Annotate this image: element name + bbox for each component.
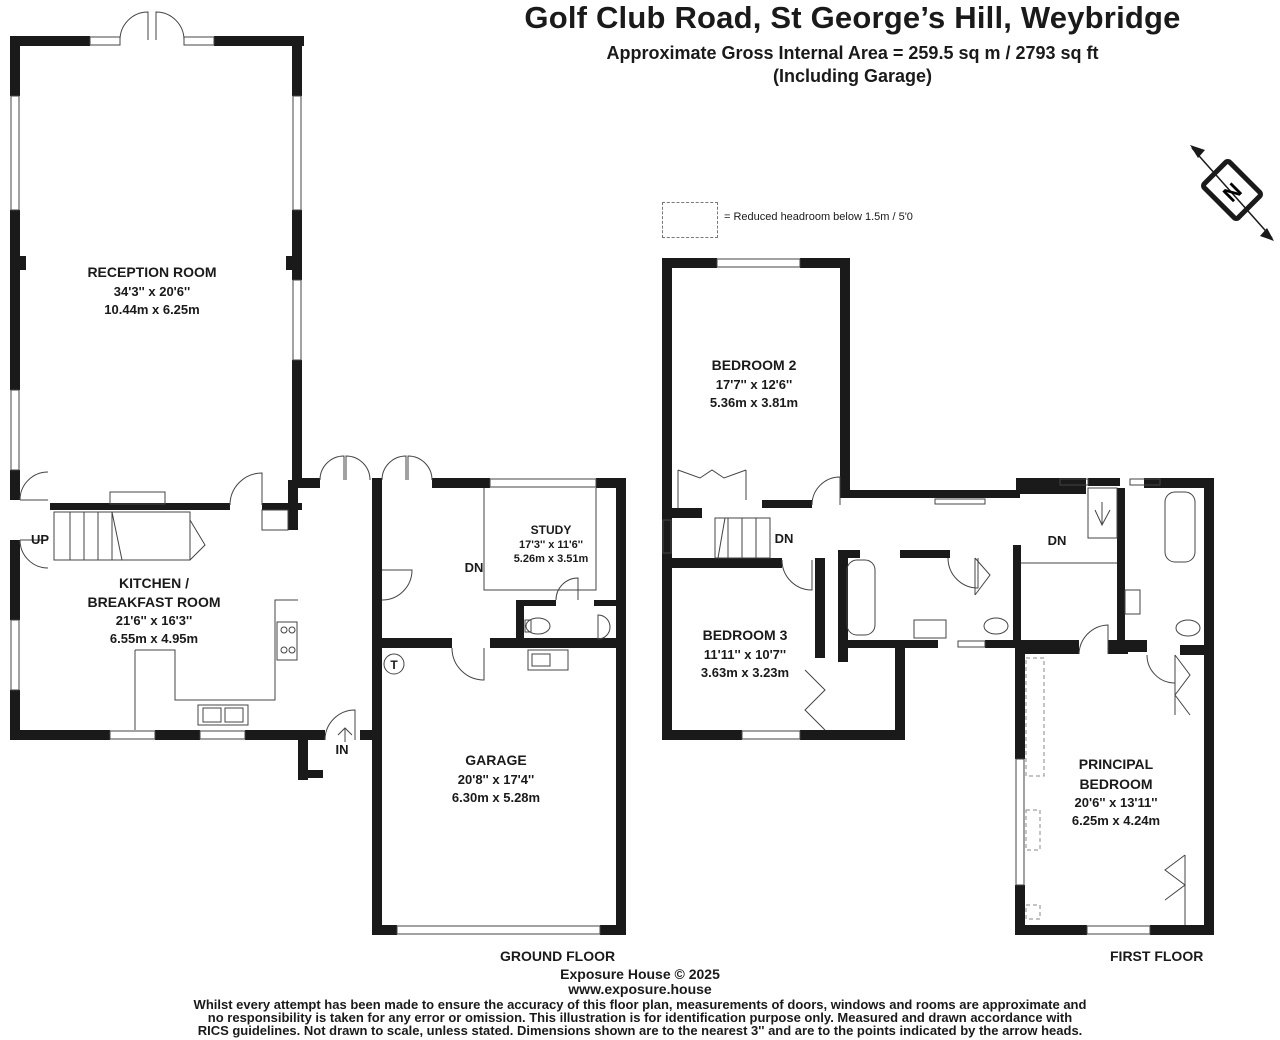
plan-title: Golf Club Road, St George’s Hill, Weybridge bbox=[524, 0, 1181, 35]
garage-imperial: 20'8'' x 17'4'' bbox=[457, 772, 535, 787]
reception-name: RECEPTION ROOM bbox=[87, 264, 217, 280]
stairs-dn-marker: DN bbox=[774, 531, 794, 546]
bedroom3-imperial: 11'11'' x 10'7'' bbox=[703, 647, 787, 662]
principal-imperial: 20'6'' x 13'11'' bbox=[1074, 795, 1158, 810]
principal-name-1: PRINCIPAL bbox=[1078, 756, 1154, 772]
bedroom3-metric: 3.63m x 3.23m bbox=[700, 665, 790, 680]
entrance-in-marker: IN bbox=[335, 742, 349, 757]
including-garage-note: (Including Garage) bbox=[772, 66, 932, 86]
study-metric: 5.26m x 3.51m bbox=[513, 553, 589, 565]
study-dn-marker: DN bbox=[464, 560, 484, 575]
bedroom2-name: BEDROOM 2 bbox=[711, 357, 797, 373]
principal-metric: 6.25m x 4.24m bbox=[1071, 813, 1161, 828]
principal-name-2: BEDROOM bbox=[1079, 776, 1153, 792]
study-name: STUDY bbox=[530, 523, 572, 537]
kitchen-name-1: KITCHEN / bbox=[119, 575, 189, 591]
kitchen-name-2: BREAKFAST ROOM bbox=[87, 594, 221, 610]
compass-letter: N bbox=[1217, 177, 1247, 207]
north-compass bbox=[1190, 145, 1274, 241]
bedroom2-metric: 5.36m x 3.81m bbox=[709, 395, 799, 410]
footer-website: www.exposure.house bbox=[568, 981, 712, 997]
bedroom3-name: BEDROOM 3 bbox=[702, 627, 788, 643]
landing-dn-marker: DN bbox=[1047, 533, 1067, 548]
garage-name: GARAGE bbox=[465, 752, 527, 768]
footer-copyright: Exposure House © 2025 bbox=[560, 966, 720, 982]
up-marker: UP bbox=[30, 532, 50, 547]
t-marker: T bbox=[390, 658, 398, 672]
gross-area: Approximate Gross Internal Area = 259.5 sq m / 2793 sq ft bbox=[606, 43, 1099, 63]
reduced-headroom-legend-text: = Reduced headroom below 1.5m / 5'0 bbox=[724, 211, 913, 223]
garage-metric: 6.30m x 5.28m bbox=[451, 790, 541, 805]
reception-imperial: 34'3'' x 20'6'' bbox=[113, 284, 191, 299]
bedroom2-imperial: 17'7'' x 12'6'' bbox=[715, 377, 793, 392]
first-floor-label: FIRST FLOOR bbox=[1110, 948, 1204, 964]
reception-metric: 10.44m x 6.25m bbox=[104, 302, 200, 317]
ground-floor-label: GROUND FLOOR bbox=[500, 948, 616, 964]
reduced-headroom-areas bbox=[1026, 658, 1044, 919]
kitchen-metric: 6.55m x 4.95m bbox=[109, 631, 199, 646]
footer-disclaimer-2: no responsibility is taken for any error or omission. This illustration is for identification purpose only. Measured and drawn accordance with bbox=[207, 1010, 1073, 1025]
footer-disclaimer-3: RICS guidelines. Not drawn to scale, unless stated. Dimensions shown are to the nearest 3'' and are to the points indicated by the arrow heads. bbox=[197, 1023, 1083, 1038]
study-imperial: 17'3'' x 11'6'' bbox=[518, 539, 584, 551]
footer-disclaimer-1: Whilst every attempt has been made to ensure the accuracy of this floor plan, measurements of doors, windows and rooms are approximate and bbox=[193, 997, 1087, 1012]
kitchen-imperial: 21'6'' x 16'3'' bbox=[115, 613, 193, 628]
